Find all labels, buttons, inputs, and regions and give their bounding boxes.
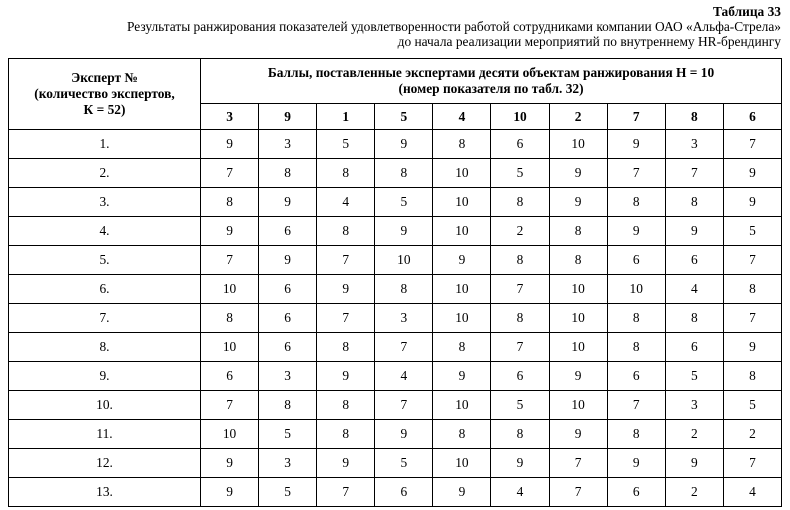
score-cell: 10 [433,159,491,188]
score-cell: 9 [607,449,665,478]
score-cell: 9 [549,159,607,188]
score-cell: 7 [317,246,375,275]
table-row [9,391,782,420]
score-cell: 9 [723,188,781,217]
score-cell: 10 [375,246,433,275]
scores-header-line-1: Баллы, поставленные экспертами десяти объектам ранжирования Н = 10 [267,65,715,80]
table-row [9,217,782,246]
table-row [9,333,782,362]
expert-number-cell: 6. [9,275,201,304]
score-cell: 6 [201,362,259,391]
score-cell: 7 [317,304,375,333]
expert-number-cell: 11. [9,420,201,449]
score-cell: 7 [201,159,259,188]
score-cell: 8 [201,188,259,217]
score-cell: 9 [607,130,665,159]
score-cell: 8 [259,391,317,420]
score-cell: 6 [607,246,665,275]
score-cell: 8 [317,217,375,246]
score-cell: 8 [491,188,549,217]
score-cell: 8 [665,188,723,217]
score-cell: 8 [665,304,723,333]
score-cell: 5 [723,217,781,246]
score-cell: 9 [317,275,375,304]
ranking-table [8,58,782,507]
score-cell: 8 [549,246,607,275]
score-cell: 2 [491,217,549,246]
score-cell: 3 [375,304,433,333]
score-cell: 8 [607,333,665,362]
score-cell: 5 [375,449,433,478]
indicator-column-header: 7 [607,104,665,130]
score-cell: 8 [549,217,607,246]
score-cell: 8 [723,362,781,391]
score-cell: 7 [375,333,433,362]
score-cell: 3 [259,362,317,391]
score-cell: 8 [433,333,491,362]
expert-number-cell: 4. [9,217,201,246]
indicator-column-header: 3 [201,104,259,130]
score-cell: 10 [549,333,607,362]
score-cell: 4 [375,362,433,391]
score-cell: 9 [433,478,491,507]
score-cell: 9 [375,217,433,246]
score-cell: 8 [317,420,375,449]
score-cell: 9 [201,130,259,159]
score-cell: 6 [491,130,549,159]
score-cell: 10 [433,304,491,333]
score-cell: 9 [201,449,259,478]
score-cell: 8 [317,333,375,362]
table-row [9,188,782,217]
score-cell: 9 [317,362,375,391]
expert-header-line-3: К = 52) [83,102,126,117]
score-cell: 8 [607,188,665,217]
score-cell: 7 [723,246,781,275]
indicator-column-header: 2 [549,104,607,130]
score-cell: 3 [259,449,317,478]
score-cell: 6 [607,478,665,507]
indicator-column-header: 4 [433,104,491,130]
score-cell: 6 [375,478,433,507]
table-title-line-1: Результаты ранжирования показателей удовлетворенности работой сотрудниками компании ОАО «Альфа-Стрела» [126,19,781,34]
score-cell: 10 [201,333,259,362]
score-cell: 9 [375,130,433,159]
score-cell: 6 [259,275,317,304]
score-cell: 10 [433,188,491,217]
score-cell: 9 [201,217,259,246]
score-cell: 9 [549,420,607,449]
score-cell: 9 [549,188,607,217]
score-cell: 9 [723,333,781,362]
score-cell: 8 [259,159,317,188]
expert-number-cell: 3. [9,188,201,217]
score-cell: 8 [433,130,491,159]
score-cell: 5 [491,159,549,188]
score-cell: 9 [665,449,723,478]
table-number-label: Таблица 33 [712,4,781,19]
expert-number-cell: 8. [9,333,201,362]
score-cell: 7 [375,391,433,420]
score-cell: 9 [375,420,433,449]
score-cell: 4 [665,275,723,304]
score-cell: 10 [433,275,491,304]
indicator-column-header: 9 [259,104,317,130]
score-cell: 10 [433,449,491,478]
score-cell: 5 [259,420,317,449]
indicator-column-header: 5 [375,104,433,130]
score-cell: 6 [607,362,665,391]
table-title-line-2: до начала реализации мероприятий по внутреннему HR-брендингу [397,34,781,49]
table-row [9,420,782,449]
expert-number-cell: 5. [9,246,201,275]
score-cell: 9 [433,246,491,275]
score-cell: 9 [317,449,375,478]
table-row [9,159,782,188]
score-cell: 7 [607,391,665,420]
score-cell: 5 [491,391,549,420]
score-cell: 9 [549,362,607,391]
indicator-column-header: 6 [723,104,781,130]
score-cell: 10 [433,391,491,420]
indicator-column-header: 1 [317,104,375,130]
expert-number-cell: 13. [9,478,201,507]
score-cell: 6 [259,304,317,333]
table-row [9,449,782,478]
score-cell: 7 [491,333,549,362]
table-body [9,130,782,507]
score-cell: 7 [549,449,607,478]
table-row [9,275,782,304]
score-cell: 6 [665,333,723,362]
score-cell: 6 [491,362,549,391]
expert-number-cell: 9. [9,362,201,391]
score-cell: 7 [317,478,375,507]
score-cell: 8 [607,304,665,333]
score-cell: 2 [665,478,723,507]
expert-number-cell: 12. [9,449,201,478]
table-row [9,478,782,507]
score-cell: 8 [607,420,665,449]
score-cell: 7 [549,478,607,507]
score-cell: 3 [259,130,317,159]
score-cell: 9 [723,159,781,188]
indicator-column-header: 8 [665,104,723,130]
score-cell: 9 [259,246,317,275]
score-cell: 7 [201,391,259,420]
score-cell: 7 [723,304,781,333]
score-cell: 3 [665,391,723,420]
expert-header-line-2: (количество экспертов, [34,86,175,101]
score-cell: 8 [375,275,433,304]
scores-group-header [201,59,782,104]
scores-header-line-2: (номер показателя по табл. 32) [398,81,584,96]
score-cell: 10 [201,420,259,449]
score-cell: 8 [723,275,781,304]
score-cell: 7 [201,246,259,275]
score-cell: 4 [491,478,549,507]
score-cell: 9 [607,217,665,246]
score-cell: 9 [201,478,259,507]
score-cell: 10 [607,275,665,304]
score-cell: 7 [491,275,549,304]
score-cell: 5 [259,478,317,507]
score-cell: 8 [317,159,375,188]
score-cell: 9 [665,217,723,246]
score-cell: 10 [201,275,259,304]
score-cell: 3 [665,130,723,159]
score-cell: 8 [317,391,375,420]
table-row [9,130,782,159]
score-cell: 8 [201,304,259,333]
expert-column-header [9,59,201,130]
score-cell: 2 [665,420,723,449]
table-row [9,246,782,275]
table-row [9,304,782,333]
score-cell: 7 [723,449,781,478]
score-cell: 6 [665,246,723,275]
score-cell: 10 [549,304,607,333]
expert-number-cell: 7. [9,304,201,333]
score-cell: 10 [549,391,607,420]
table-caption [0,4,781,49]
score-cell: 9 [491,449,549,478]
score-cell: 8 [491,246,549,275]
score-cell: 10 [549,130,607,159]
score-cell: 8 [375,159,433,188]
score-cell: 8 [491,304,549,333]
expert-number-cell: 1. [9,130,201,159]
score-cell: 10 [433,217,491,246]
score-cell: 7 [607,159,665,188]
expert-number-cell: 2. [9,159,201,188]
table-row [9,362,782,391]
score-cell: 8 [433,420,491,449]
score-cell: 6 [259,217,317,246]
score-cell: 4 [723,478,781,507]
score-cell: 5 [723,391,781,420]
expert-header-line-1: Эксперт № [71,70,138,85]
indicator-column-header: 10 [491,104,549,130]
score-cell: 6 [259,333,317,362]
score-cell: 9 [259,188,317,217]
score-cell: 5 [317,130,375,159]
score-cell: 7 [665,159,723,188]
score-cell: 5 [665,362,723,391]
score-cell: 7 [723,130,781,159]
score-cell: 8 [491,420,549,449]
score-cell: 9 [433,362,491,391]
score-cell: 4 [317,188,375,217]
score-cell: 10 [549,275,607,304]
expert-number-cell: 10. [9,391,201,420]
score-cell: 2 [723,420,781,449]
score-cell: 5 [375,188,433,217]
